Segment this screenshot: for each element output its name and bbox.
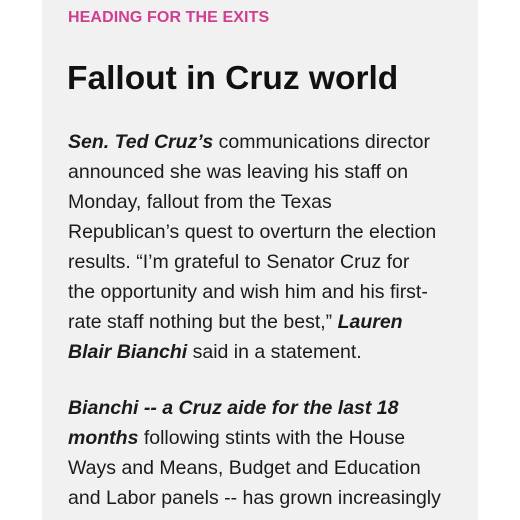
name-lauren: Lauren	[337, 311, 403, 333]
paragraph-line: Republican’s quest to overturn the election	[68, 221, 437, 243]
paragraph-line: Monday, fallout from the Texas	[68, 191, 332, 213]
paragraph-line	[68, 337, 436, 367]
section-kicker: HEADING FOR THE EXITS	[68, 9, 270, 26]
text-span: said in a statement.	[187, 341, 362, 363]
paragraph-line	[68, 423, 441, 453]
paragraph-line: Ways and Means, Budget and Education	[68, 457, 421, 479]
paragraph-line: Bianchi -- a Cruz aide for the last 18	[68, 397, 399, 419]
name-blair-bianchi: Blair Bianchi	[68, 341, 188, 363]
article-paragraph-2	[68, 393, 441, 513]
text-span: rate staff nothing but the best,”	[68, 311, 338, 333]
paragraph-line: and Labor panels -- has grown increasingly	[68, 487, 441, 509]
article-card	[42, 0, 478, 520]
bold-months: months	[68, 427, 139, 449]
name-ted-cruz: Sen. Ted Cruz’s	[68, 131, 214, 153]
paragraph-line: the opportunity and wish him and his first-	[68, 281, 428, 303]
article-headline: Fallout in Cruz world	[67, 60, 399, 97]
text-span: communications director	[213, 131, 430, 153]
paragraph-line	[68, 307, 436, 337]
paragraph-line	[68, 127, 436, 157]
paragraph-line: results. “I’m grateful to Senator Cruz for	[68, 251, 410, 273]
paragraph-line: announced she was leaving his staff on	[68, 161, 409, 183]
text-span: following stints with the House	[138, 427, 406, 449]
article-paragraph-1	[68, 127, 436, 367]
